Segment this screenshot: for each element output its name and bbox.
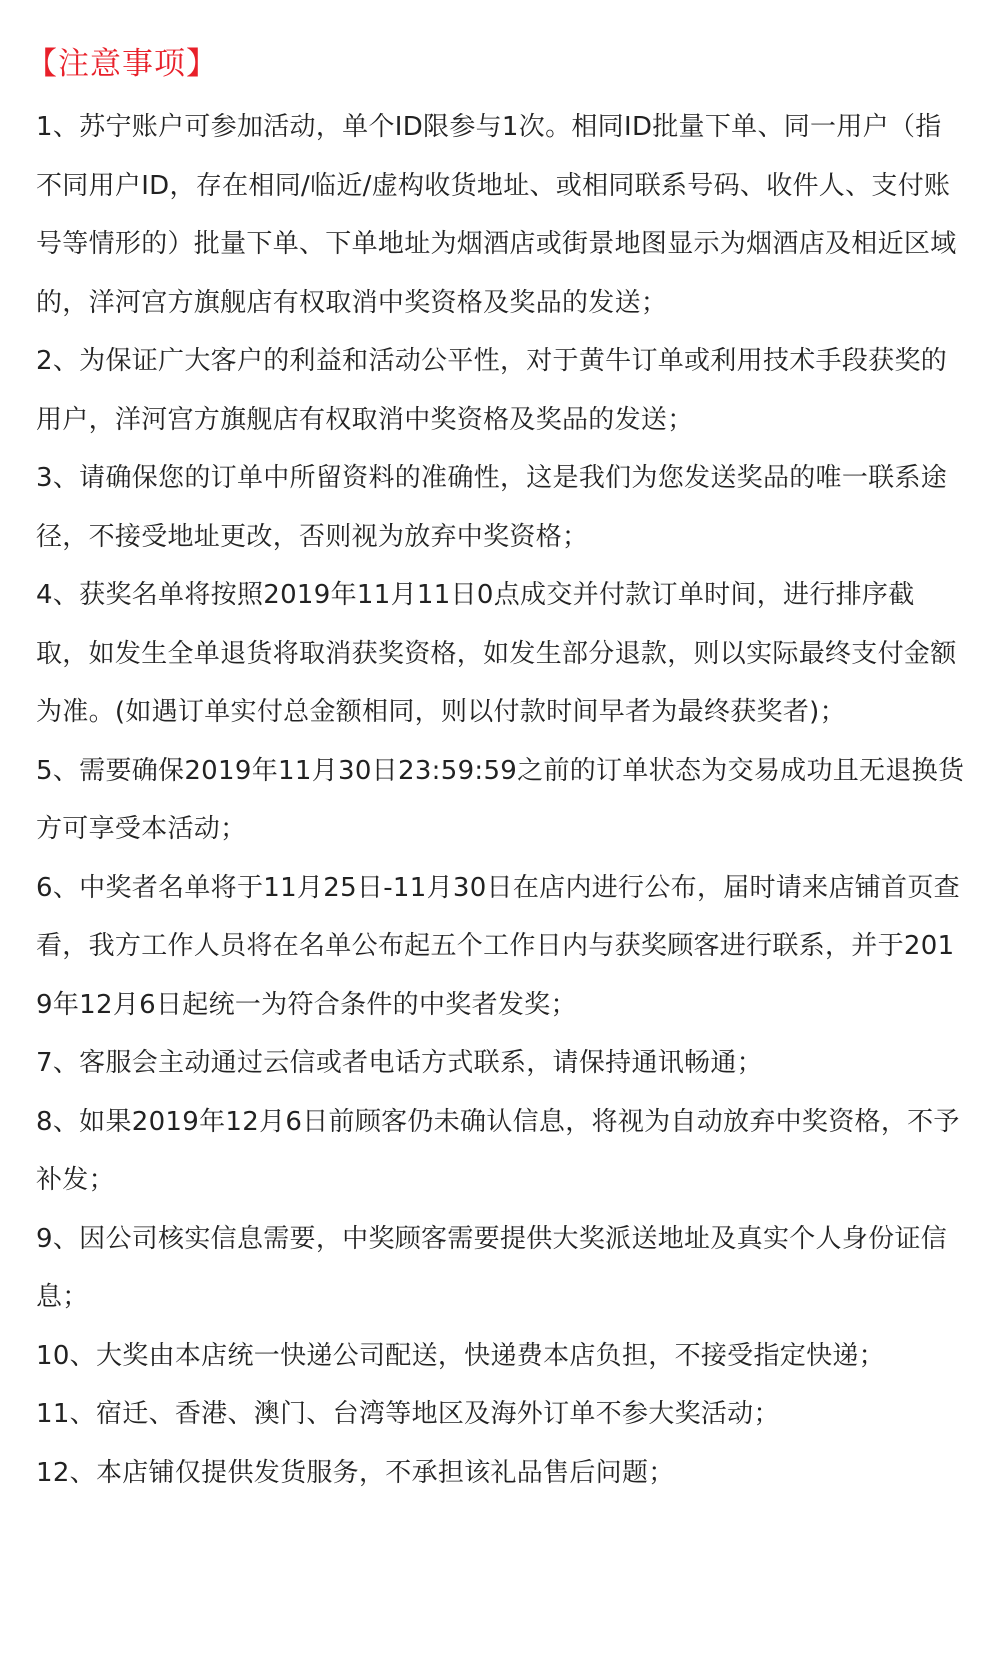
notice-title: 【注意事项】 bbox=[26, 46, 218, 82]
notice-item-7: 7、客服会主动通过云信或者电话方式联系，请保持通讯畅通； bbox=[36, 1048, 763, 1078]
notice-item-6: 6、中奖者名单将于11月25日-11月30日在店内进行公布，届时请来店铺首页查看，我方工作人员将在名单公布起五个工作日内与获奖顾客进行联系，并于2019年12月6日起统一为符合条件的中奖者发奖； bbox=[36, 872, 960, 1020]
notice-item-12: 12、本店铺仅提供发货服务，不承担该礼品售后问题； bbox=[36, 1457, 675, 1488]
notice-item-5: 5、需要确保2019年11月30日23:59:59之前的订单状态为交易成功且无退换货方可享受本活动； bbox=[36, 755, 965, 844]
notice-item-4: 4、获奖名单将按照2019年11月11日0点成交并付款订单时间，进行排序截取，如发生全单退货将取消获奖资格，如发生部分退款，则以实际最终支付金额为准。(如遇订单实付总金额相同，则以付款时间早者为最终获奖者)； bbox=[36, 580, 957, 727]
notice-item-8: 8、如果2019年12月6日前顾客仍未确认信息，将视为自动放弃中奖资格，不予补发； bbox=[36, 1106, 960, 1195]
notice-item-1: 1、苏宁账户可参加活动，单个ID限参与1次。相同ID批量下单、同一用户（指不同用户ID，存在相同/临近/虚构收货地址、或相同联系号码、收件人、支付账号等情形的）批量下单、下单地址为烟酒店或街景地图显示为烟酒店及相近区域的，洋河宫方旗舰店有权取消中奖资格及奖品的发送； bbox=[36, 112, 957, 318]
notice-item-9: 9、因公司核实信息需要，中奖顾客需要提供大奖派送地址及真实个人身份证信息； bbox=[36, 1223, 948, 1312]
notice-item-10: 10、大奖由本店统一快递公司配送，快递费本店负担，不接受指定快递； bbox=[36, 1340, 885, 1371]
notice-item-2: 2、为保证广大客户的利益和活动公平性，对于黄牛订单或利用技术手段获奖的用户，洋河宫方旗舰店有权取消中奖资格及奖品的发送； bbox=[36, 346, 948, 435]
notice-list bbox=[36, 98, 966, 1502]
notice-item-3: 3、请确保您的订单中所留资料的准确性，这是我们为您发送奖品的唯一联系途径，不接受地址更改，否则视为放弃中奖资格； bbox=[36, 463, 948, 552]
notice-document bbox=[26, 42, 966, 1502]
notice-item-11: 11、宿迁、香港、澳门、台湾等地区及海外订单不参大奖活动； bbox=[36, 1399, 780, 1429]
